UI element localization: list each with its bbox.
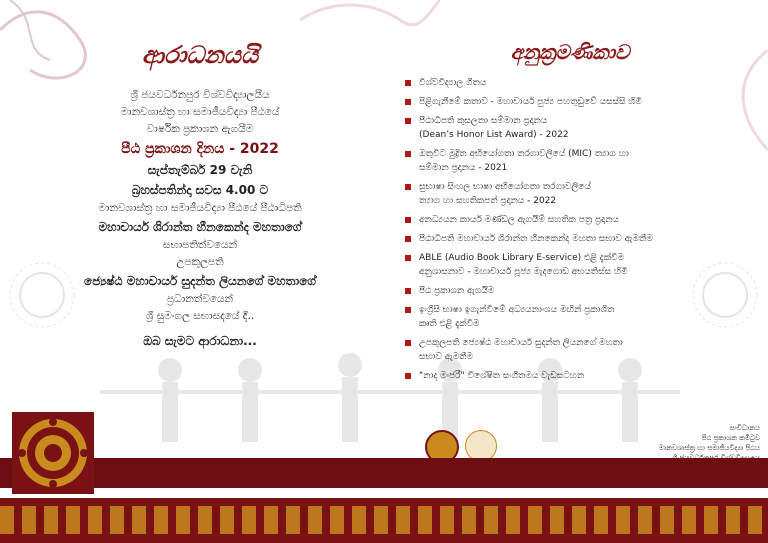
programme-panel: [405, 40, 735, 388]
programme-item: "නාද මංජරී" විශේෂිත සංගීතමය වැඩසටහන: [405, 369, 735, 383]
rosette-ornament-icon: [12, 412, 94, 494]
invitation-line-date: සැප්තැම්බර් 29 වැනි: [147, 163, 253, 177]
programme-item-sub: අනුශාසනාව - මහාචාර්ය පූජ්‍ය මැදගොඩ අභයතිස්ස හිමි: [419, 267, 628, 277]
programme-item: පිළිගැනීමේ කතාව - මහාචාර්ය පුජ්‍ය පහතුඩුවේ යසස්සි හිමි: [405, 95, 735, 109]
invitation-line-university: ශ්‍රී ජයවර්ධනපුර විශ්වවිද්‍යාලයීය: [130, 89, 270, 101]
programme-item: සුභාෂා සිංහල භාෂා අභියෝගතා තරගාවලියේ ත්‍යාග හා සහතිකපත් ප්‍රදානය - 2022: [405, 180, 735, 208]
programme-item-sub: සම්මාන ප්‍රදානය - 2021: [419, 163, 508, 173]
credit-line: පීඨ ප්‍රකාශන කමිටුව: [701, 434, 760, 442]
programme-item-sub: කෘති එළි දැක්වීම: [419, 319, 480, 329]
programme-item: ඔතුවිට මුද්‍රිත අභියෝගතා තරගාවලියේ (MIC) ත්‍යාග හා සම්මාන ප්‍රදානය - 2021: [405, 147, 735, 175]
programme-item: ABLE (Audio Book Library E-service) එළි දැක්වීම අනුශාසනාව - මහාචාර්ය පූජ්‍ය මැදගොඩ අභයතිස්ස හිමි: [405, 251, 735, 279]
programme-item-sub: (Dean’s Honor List Award) - 2022: [419, 130, 569, 140]
invitation-line-dean-title: මානවශාස්ත්‍ර හා සමාජීයවිද්‍යා පීඨයේ පීඨාධිපති: [98, 202, 302, 214]
programme-item: පීඨාධිපති මහාචාර්ය ශිරාන්ත හීනකෙන්ද මහතා සභාව ඇමතීම: [405, 232, 735, 246]
invitation-line-vc-title: උපකුලපති: [176, 256, 224, 268]
invitation-title: ආරාධනයයි: [141, 40, 259, 69]
programme-item-sub: ත්‍යාග හා සහතිකපත් ප්‍රදානය - 2022: [419, 196, 557, 206]
programme-item-sub: සභාව ඇමතීම: [419, 352, 473, 362]
footer-ornament-pattern: [0, 506, 768, 534]
programme-item: උපකුලපති ජ්‍යෙෂ්ඨ මහාචාර්ය සුදන්ත ලියනගේ මහතා සභාව ඇමතීම: [405, 336, 735, 364]
invitation-line-vc-name: ජ්‍යෙෂ්ඨ මහාචාර්ය සුදන්ත ලියනගේ මහතාගේ: [84, 274, 316, 288]
invitation-line-event-name: පීඨ ප්‍රකාශන දිනය - 2022: [121, 141, 279, 157]
programme-title: අනුක්‍රමණිකාව: [510, 40, 630, 64]
programme-item: විශ්වවිද්‍යාල ගීතය: [405, 76, 735, 90]
invitation-line-dean-name: මහාචාර්ය ශිරාන්ත හීනකෙන්ද මහතාගේ: [98, 220, 302, 234]
programme-item: පීඨ ප්‍රකාශන ඇගයීම: [405, 284, 735, 298]
invitation-panel: [40, 40, 360, 351]
invitation-line-closing: ඔබ සැමට ආරාධනා...: [143, 334, 257, 348]
programme-item: ඉංග්‍රීසි භාෂා ඉගැන්වීමේ අධ්‍යයනාංශය මඟින් ප්‍රකාශිත කෘති එළි දැක්වීම: [405, 303, 735, 331]
footer-maroon-band: [0, 458, 768, 488]
invitation-line-faculty: මානවශාස්ත්‍ර හා සමාජීයවිද්‍යා පීඨයේ: [120, 106, 280, 118]
programme-item: අනධ්‍යයන කාර්ය මණ්ඩල ඇගයීම් සහතික පත්‍ර ප්‍රදානය: [405, 213, 735, 227]
invitation-line-evaluation: වාර්ෂික ප්‍රකාශන ඇගයීම: [146, 123, 254, 135]
invitation-line-chief-guest: ප්‍රධානත්වයෙන්: [166, 293, 234, 305]
invitation-line-venue: ශ්‍රී සුමංගල සභාසදයේ දී..: [145, 310, 255, 322]
invitation-line-time: බ්‍රහස්පතින්දා සවස 4.00 ට: [131, 183, 269, 197]
invitation-line-chairmanship: සභාපතිත්වයෙන්: [162, 239, 238, 251]
organizers-credit: [600, 423, 760, 463]
credit-line: සංවිධානය: [729, 424, 760, 432]
programme-list: [405, 76, 735, 383]
programme-item: පීඨාධිපති කුසලතා සම්මාන ප්‍රදානය (Dean’s Honor List Award) - 2022: [405, 114, 735, 142]
credit-line: මානවශාස්ත්‍ර හා සමාජීයවිද්‍යා පීඨය: [658, 444, 760, 452]
